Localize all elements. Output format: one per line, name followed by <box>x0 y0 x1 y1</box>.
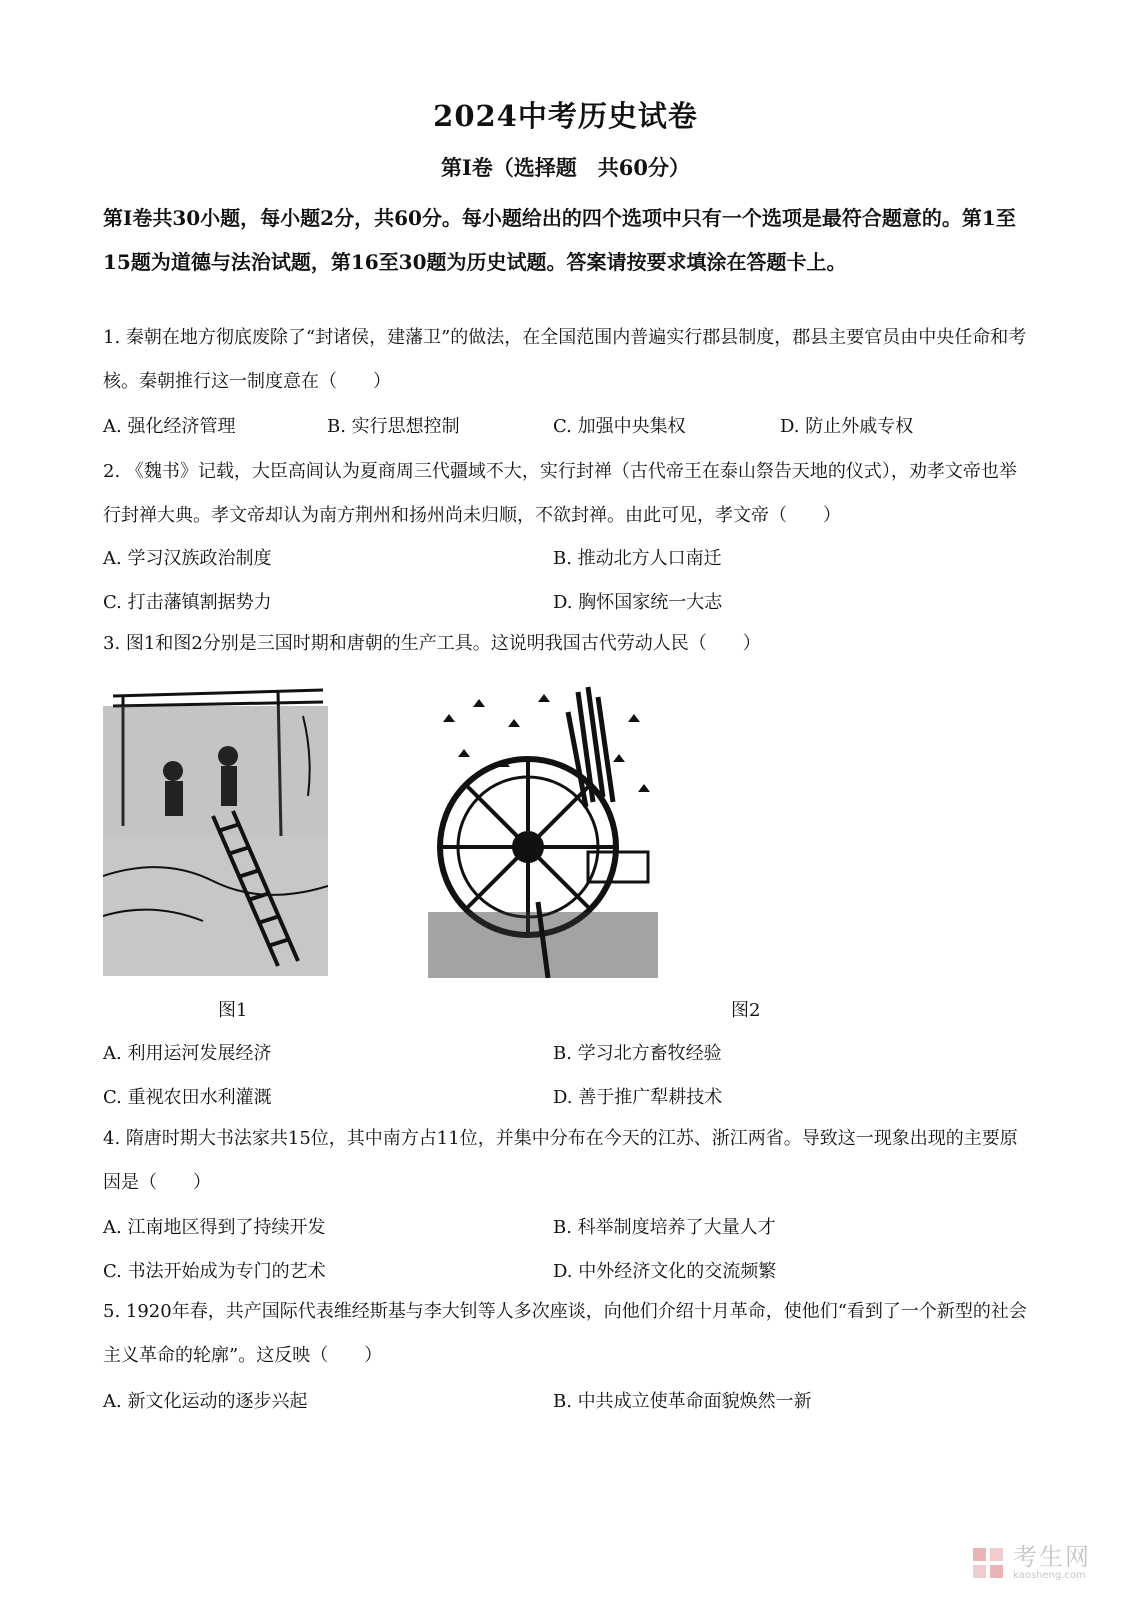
question-5-stem: 5. 1920年春，共产国际代表维经斯基与李大钊等人多次座谈，向他们介绍十月革命，使他们“看到了一个新型的社会主义革命的轮廓”。这反映（ ） <box>103 1301 1027 1366</box>
q1-option-b: B. 实行思想控制 <box>327 416 460 437</box>
q5-option-a: A. 新文化运动的逐步兴起 <box>103 1391 308 1412</box>
q2-option-c: C. 打击藩镇割据势力 <box>103 592 272 613</box>
section-subtitle: 第Ⅰ卷（选择题 共60分） <box>440 155 691 180</box>
figure-2-caption: 图2 <box>731 1000 761 1021</box>
watermark-logo-icon <box>971 1546 1005 1580</box>
figure-2-illustration <box>428 682 658 978</box>
question-3-stem: 3. 图1和图2分别是三国时期和唐朝的生产工具。这说明我国古代劳动人民（ ） <box>103 633 761 654</box>
q1-option-a: A. 强化经济管理 <box>103 416 236 437</box>
question-4-stem: 4. 隋唐时期大书法家共15位，其中南方占11位，并集中分布在今天的江苏、浙江两省。导致这一现象出现的主要原因是（ ） <box>103 1128 1018 1193</box>
question-1-stem: 1. 秦朝在地方彻底废除了“封诸侯，建藩卫”的做法，在全国范围内普遍实行郡县制度，郡县主要官员由中央任命和考核。秦朝推行这一制度意在（ ） <box>103 327 1027 392</box>
q2-option-a: A. 学习汉族政治制度 <box>103 548 272 569</box>
figure-1-caption: 图1 <box>218 1000 248 1021</box>
q3-option-c: C. 重视农田水利灌溉 <box>103 1087 272 1108</box>
q1-option-d: D. 防止外戚专权 <box>780 416 914 437</box>
instructions: 第Ⅰ卷共30小题，每小题2分，共60分。每小题给出的四个选项中只有一个选项是最符合题意的。第1至15题为道德与法治试题，第16至30题为历史试题。答案请按要求填涂在答题卡上。 <box>103 206 1016 274</box>
q4-option-c: C. 书法开始成为专门的艺术 <box>103 1261 326 1282</box>
q3-option-d: D. 善于推广犁耕技术 <box>553 1087 723 1108</box>
figure-1-illustration <box>103 676 328 976</box>
q4-option-b: B. 科举制度培养了大量人才 <box>553 1217 776 1238</box>
watermark-cn-text: 考生网 <box>1013 1543 1091 1571</box>
q4-option-a: A. 江南地区得到了持续开发 <box>103 1217 326 1238</box>
q2-option-b: B. 推动北方人口南迁 <box>553 548 722 569</box>
watermark-en-text: kaosheng.com <box>1013 1570 1086 1581</box>
watermark <box>971 1544 1091 1582</box>
q3-option-a: A. 利用运河发展经济 <box>103 1043 272 1064</box>
q5-option-b: B. 中共成立使革命面貌焕然一新 <box>553 1391 812 1412</box>
q1-option-c: C. 加强中央集权 <box>553 416 686 437</box>
q4-option-d: D. 中外经济文化的交流频繁 <box>553 1261 777 1282</box>
q2-option-d: D. 胸怀国家统一大志 <box>553 592 723 613</box>
question-2-stem: 2. 《魏书》记载，大臣高闾认为夏商周三代疆域不大，实行封禅（古代帝王在泰山祭告天地的仪式），劝孝文帝也举行封禅大典。孝文帝却认为南方荆州和扬州尚未归顺，不欲封禅。由此可见，孝文帝（ ） <box>103 461 1017 526</box>
q3-option-b: B. 学习北方畜牧经验 <box>553 1043 722 1064</box>
page-title: 2024中考历史试卷 <box>433 99 698 133</box>
